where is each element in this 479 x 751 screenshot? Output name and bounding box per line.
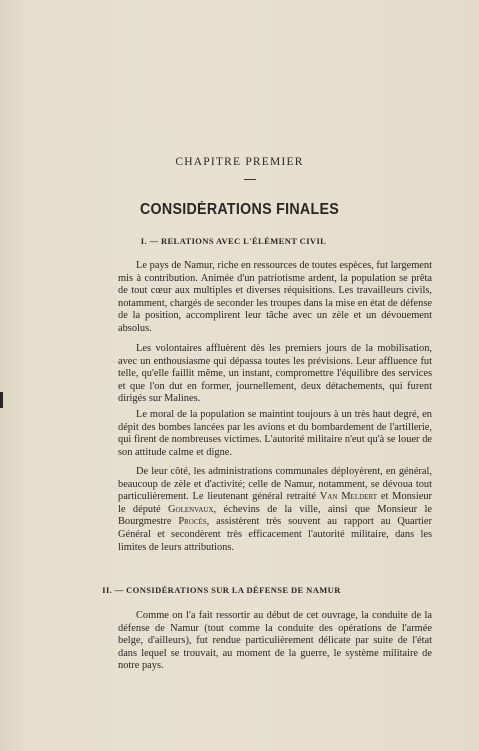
- paragraph-5: Comme on l'a fait ressortir au début de cet ouvrage, la conduite de la défense de Namur (tout comme la conduite des opérations de l'armée belge, d'ailleurs), fut rendue particulièrement délicate par suite de l'état dans lequel se trouvait, au moment de la guerre, le système militaire de notre pays.: [118, 610, 432, 672]
- paragraph-2: Les volontaires affluèrent dès les premiers jours de la mobilisation, avec un enthousiasme qui dépassa toutes les prévisions. Leur affluence fut telle, qu'elle faillit même, un instant, compromettre l'équilibre des services et que l'on dut en former, journellement, deux détachements, qui furent dirigés sur Malines.: [118, 343, 432, 405]
- paragraph-4: [118, 466, 432, 554]
- person-name-proces: Procès: [178, 516, 207, 528]
- paragraph-3: Le moral de la population se maintint toujours à un très haut degré, en dépit des bombes lancées par les avions et du bombardement de l'artillerie, qui firent de nombreuses victimes. L'autorité militaire n'eut qu'à se louer de son attitude calme et digne.: [118, 409, 432, 458]
- page-edge-mark: [0, 392, 3, 408]
- paragraph-4-text-a: De leur côté, les administrations communales déployèrent, en général, beaucoup de zèle et d'activité; celle de Namur, notamment, se dévoua tout particulièrement. Le lieutenant général retraité: [118, 466, 432, 503]
- paragraph-1: Le pays de Namur, riche en ressources de toutes espèces, fut largement mis à contribution. Animée d'un patriotisme ardent, la population se prêta de tout cœur aux multiples et diverses réquisitions. Les travailleurs civils, notamment, chargés de seconder les troupes dans la mise en état de défense de la position, accomplirent leur tâche avec un zèle et un dévouement absolus.: [118, 260, 432, 334]
- paragraph-4-text-b: et Monsieur le député: [118, 491, 433, 515]
- section-heading-1: I. — RELATIONS AVEC L'ÉLÉMENT CIVIL: [140, 236, 327, 246]
- section-heading-2: II. — CONSIDÉRATIONS SUR LA DÉFENSE DE NAMUR: [102, 585, 341, 595]
- person-name-golenvaux: Golenvaux: [168, 503, 214, 515]
- chapter-title: CONSIDÉRATIONS FINALES: [139, 201, 340, 218]
- chapter-label: CHAPITRE PREMIER: [175, 156, 304, 168]
- paragraph-4-text-d: , assistèrent très souvent au rapport au Quartier Général et secondèrent très efficacement l'autorité militaire, dans les limites de leurs attributions.: [118, 516, 432, 553]
- person-name-van-meldert: Van Meldert: [319, 491, 377, 503]
- paragraph-4-text-c: , échevins de la ville, ainsi que Monsieur le Bourgmestre: [118, 503, 433, 528]
- chapter-divider: [244, 179, 256, 180]
